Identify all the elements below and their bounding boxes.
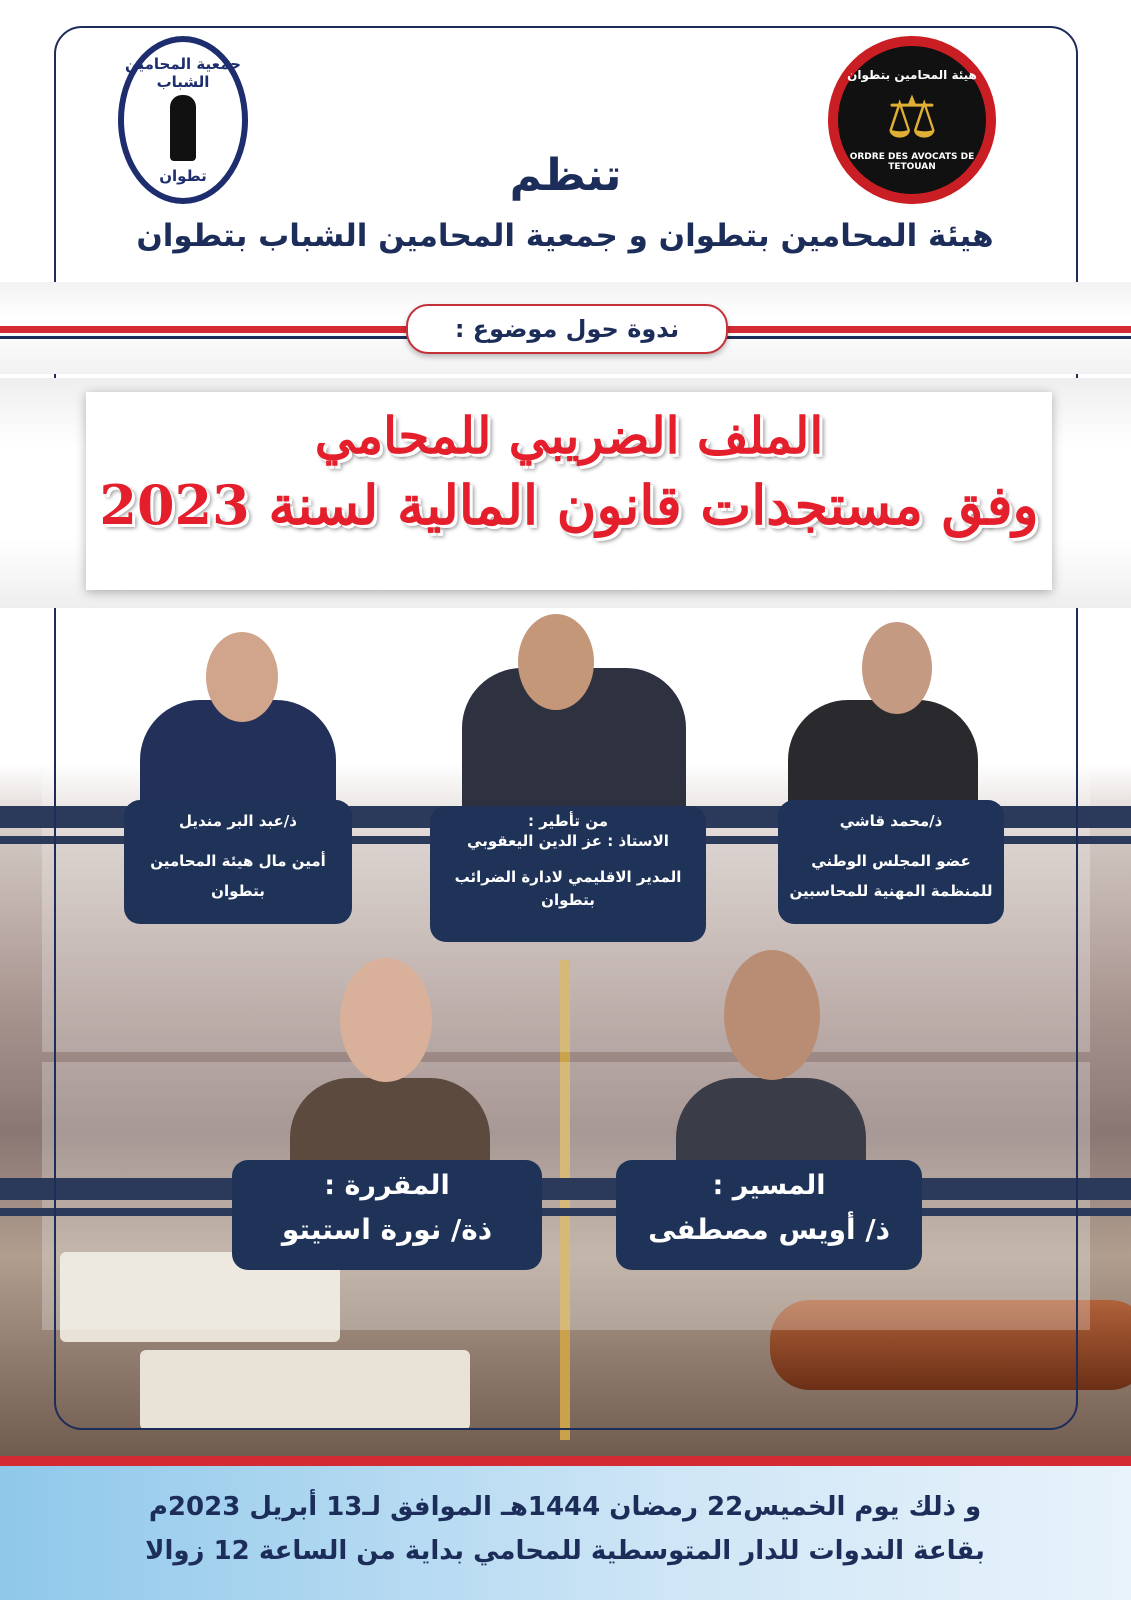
logo-right-bottom-text: ORDRE DES AVOCATS DE TETOUAN <box>849 152 975 172</box>
speaker-name: ذ/عبد البر منديل <box>179 812 297 830</box>
footer-red-line <box>0 1456 1131 1466</box>
speaker-head-2 <box>518 614 594 710</box>
moderator-head <box>724 950 820 1080</box>
seminar-label: ندوة حول موضوع : <box>406 304 728 354</box>
speaker-name: ذ/محمد قاشي <box>839 812 943 830</box>
pen-nib-icon <box>170 95 196 161</box>
rapporteur-head <box>340 958 432 1082</box>
speaker-role: المدير الاقليمي لادارة الضرائب <box>454 868 682 886</box>
scales-of-justice-icon: ⚖ <box>886 83 938 151</box>
moderator-card <box>616 1160 922 1270</box>
logo-left-bottom-text: تطوان <box>159 167 207 185</box>
rapporteur-name: ذة/ نورة استيتو <box>281 1213 493 1246</box>
speaker-card-2 <box>430 806 706 942</box>
moderator-label: المسير : <box>712 1170 826 1201</box>
speaker-role-cont: للمنظمة المهنية للمحاسبين <box>789 882 993 900</box>
speaker-role-cont: بتطوان <box>211 882 265 900</box>
bar-association-logo <box>828 36 996 204</box>
rapporteur-card <box>232 1160 542 1270</box>
moderator-name: ذ/ أويس مصطفى <box>648 1213 890 1246</box>
title-line-1: الملف الضريبي للمحامي <box>314 406 824 465</box>
organizers-heading: هيئة المحامين بتطوان و جمعية المحامين الشباب بتطوان <box>136 218 994 254</box>
speaker-role: أمين مال هيئة المحامين <box>150 852 326 870</box>
rapporteur-photo <box>290 1078 490 1172</box>
logo-left-top-text: جمعية المحامين الشباب <box>125 55 241 91</box>
organizes-heading: تنظم <box>509 150 622 201</box>
speaker-head-1 <box>862 622 932 714</box>
young-lawyers-logo <box>118 36 248 204</box>
title-box <box>86 392 1052 590</box>
speaker-card-1 <box>778 800 1004 924</box>
footer-date-line: و ذلك يوم الخميس22 رمضان 1444هـ الموافق لـ13 أبريل 2023م <box>148 1492 982 1522</box>
speaker-photo-1 <box>788 700 978 810</box>
speaker-role: عضو المجلس الوطني <box>811 852 971 870</box>
framing-label: من تأطير : <box>527 812 609 830</box>
speaker-card-3 <box>124 800 352 924</box>
moderator-photo <box>676 1078 866 1172</box>
logo-right-top-text: هيئة المحامين بتطوان <box>847 68 977 82</box>
speaker-head-3 <box>206 632 278 722</box>
footer-venue-line: بقاعة الندوات للدار المتوسطية للمحامي بداية من الساعة 12 زوالا <box>145 1536 985 1566</box>
speaker-role-cont: بتطوان <box>541 891 595 909</box>
rapporteur-label: المقررة : <box>324 1170 450 1201</box>
footer-band <box>0 1466 1131 1600</box>
title-line-2: وفق مستجدات قانون المالية لسنة 2023 <box>99 473 1039 537</box>
speaker-name: الاستاذ : عز الدين اليعقوبي <box>467 832 669 850</box>
